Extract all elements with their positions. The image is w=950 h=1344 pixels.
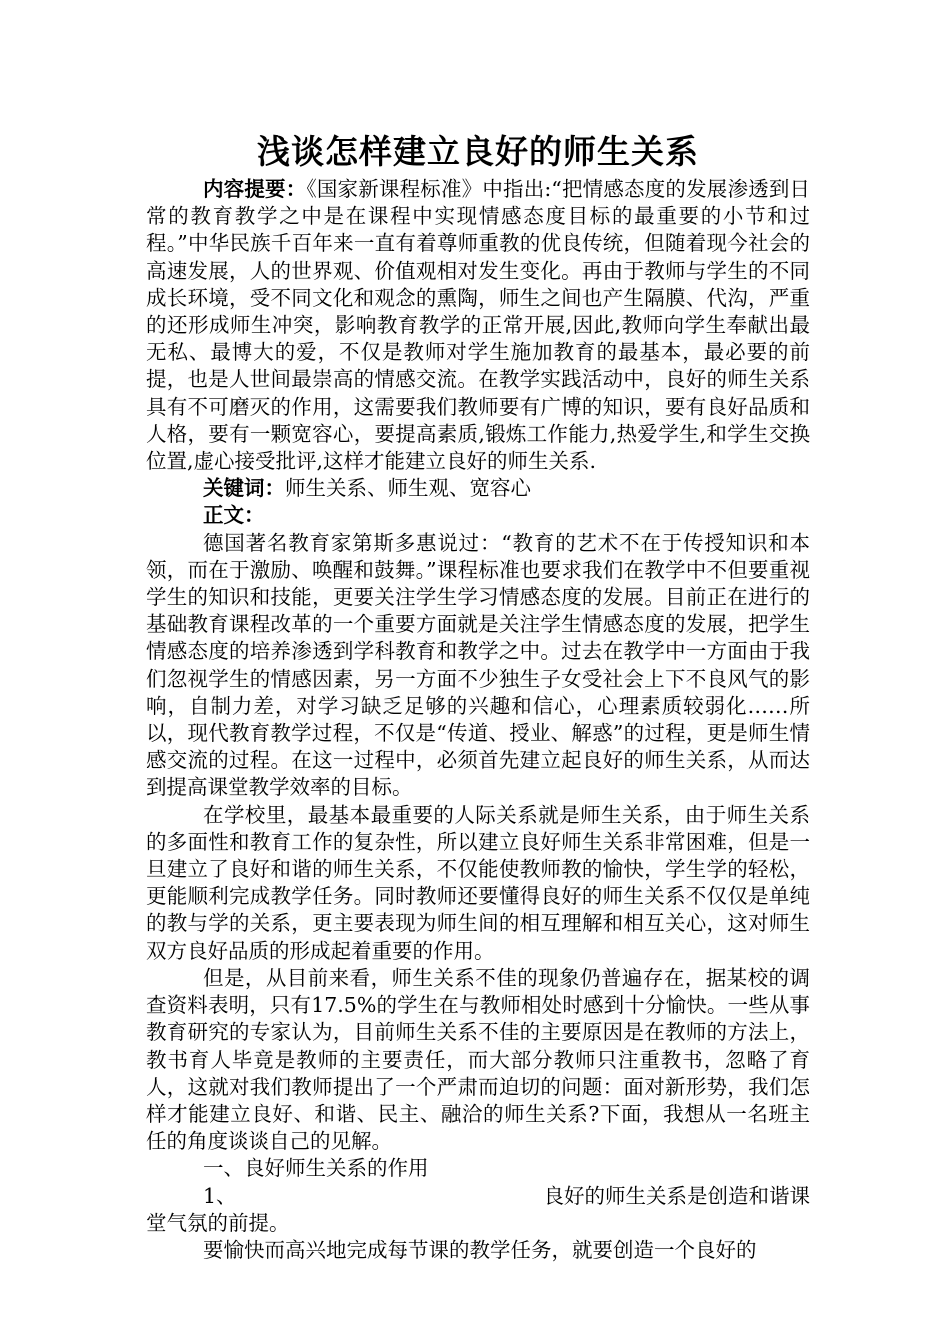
document-page [146,128,810,1264]
keywords-text: 师生关系、师生观、宽容心 [285,476,531,501]
subsection-number: 1、 [203,1183,237,1208]
subsection-text-first: 良好的师生关系是创造和谐课 [543,1183,810,1208]
section-heading: 一、良好师生关系的作用 [203,1156,429,1181]
body-label: 正文： [203,503,265,528]
body-paragraph-3: 但是，从目前来看，师生关系不佳的现象仍普遍存在，据某校的调查资料表明，只有17.5%的学生在与教师相处时感到十分愉快。一些从事教育研究的专家认为，目前师生关系不佳的主要原因是在教师的方法上，教书育人毕竟是教师的主要责任，而大部分教师只注重教书，忽略了育人，这就对我们教师提出了一个严肃而迫切的问题：面对新形势，我们怎样才能建立良好、和谐、民主、融洽的师生关系?下面，我想从一名班主任的角度谈谈自己的见解。 [146,965,810,1154]
abstract-paragraph [146,176,810,475]
abstract-text: 《国家新课程标准》中指出:“把情感态度的发展渗透到日常的教育教学之中是在课程中实现情感态度目标的最重要的小节和过程。”中华民族千百年来一直有着尊师重教的优良传统，但随着现今社会的高速发展，人的世界观、价值观相对发生变化。再由于教师与学生的不同成长环境，受不同文化和观念的熏陶，师生之间也产生隔膜、代沟，严重的还形成师生冲突，影响教育教学的正常开展,因此,教师向学生奉献出最无私、最博大的爱，不仅是教师对学生施加教育的最基本，最必要的前提，也是人世间最崇高的情感交流。在教学实践活动中，良好的师生关系具有不可磨灭的作用，这需要我们教师要有广博的知识，要有良好品质和人格，要有一颗宽容心，要提高素质,锻炼工作能力,热爱学生,和学生交换位置,虚心接受批评,这样才能建立良好的师生关系. [146,177,811,474]
keywords-label: 关键词： [203,476,285,501]
body-paragraph-2: 在学校里，最基本最重要的人际关系就是师生关系，由于师生关系的多面性和教育工作的复杂性，所以建立良好师生关系非常困难，但是一旦建立了良好和谐的师生关系，不仅能使教师教的愉快，学生学的轻松，更能顺利完成教学任务。同时教师还要懂得良好的师生关系不仅仅是单纯的教与学的关系，更主要表现为师生间的相互理解和相互关心，这对师生双方良好品质的形成起着重要的作用。 [146,802,810,963]
keywords-paragraph [146,475,810,502]
body-paragraph-1: 德国著名教育家第斯多惠说过：“教育的艺术不在于传授知识和本领，而在于激励、唤醒和鼓舞。”课程标准也要求我们在教学中不但要重视学生的知识和技能，更要关注学生学习情感态度的发展。目前正在进行的基础教育课程改革的一个重要方面就是关注学生情感态度的发展，把学生情感态度的培养渗透到学科教育和教学之中。过去在教学中一方面由于我们忽视学生的情感因素，另一方面不少独生子女受社会上下不良风气的影响，自制力差，对学习缺乏足够的兴趣和信心，心理素质较弱化……所以，现代教育教学过程，不仅是“传道、授业、解惑”的过程，更是师生情感交流的过程。在这一过程中，必须首先建立起良好的师生关系，从而达到提高课堂教学效率的目标。 [146,530,810,800]
document-title: 浅谈怎样建立良好的师生关系 [257,132,699,171]
abstract-label: 内容提要： [203,177,307,201]
last-paragraph: 要愉快而高兴地完成每节课的教学任务，就要创造一个良好的 [203,1237,757,1262]
subsection-text-rest: 堂气氛的前提。 [146,1210,290,1235]
subsection-heading-line [146,1183,810,1210]
